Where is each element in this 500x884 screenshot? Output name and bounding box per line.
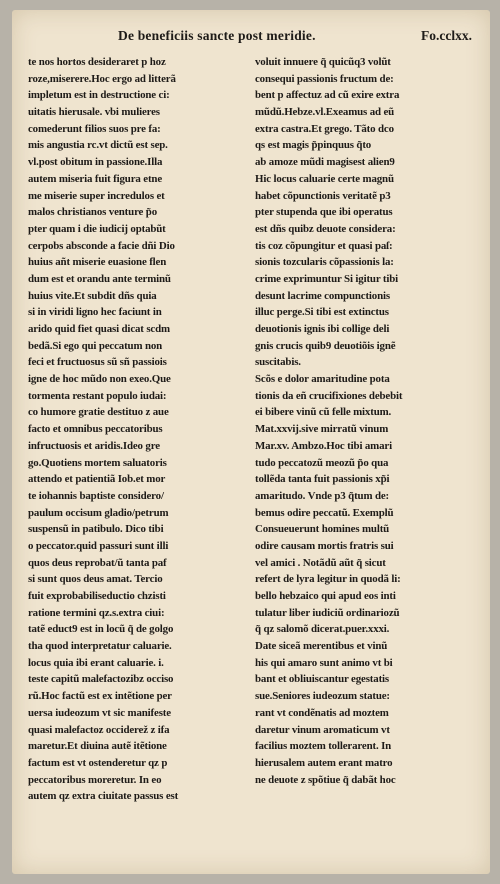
text-line: ratione termini qz.s.extra ciui: [28, 606, 165, 619]
text-line: teste capitũ malefactozibz occiso [28, 673, 174, 686]
text-line: pter stupenda que ibi operatus [255, 206, 393, 219]
text-line: vel amici . Notãdũ aũt q̃ sicut [255, 556, 386, 569]
text-line: tha quod interpretatur caluarie. [28, 640, 172, 653]
running-title: De beneficiis sancte post meridie. [118, 28, 316, 43]
text-line: factum est vt ostenderetur qz p [28, 756, 168, 769]
text-line: refert de lyra legitur in quodã li: [255, 573, 401, 586]
text-line: co humore gratie destituo z aue [28, 406, 169, 419]
text-line: bent p affectuz ad cũ exire extra [255, 89, 400, 102]
text-line: illuc perge.Si tibi est extinctus [255, 306, 389, 319]
text-line: quasi malefactoz occiderež z ifa [28, 723, 170, 736]
text-line: roze,miserere.Hoc ergo ad litterã [28, 72, 176, 85]
page-header [26, 28, 476, 48]
text-line: rant vt condẽnatis ad moztem [255, 706, 389, 719]
text-line: est dñs quibz deuote considera: [255, 222, 396, 235]
text-line: Consueuerunt homines multũ [255, 523, 390, 536]
text-line: Mar.xv. Ambzo.Hoc tibi amari [255, 439, 392, 452]
text-line: huius añt miserie euasione flen [28, 256, 167, 269]
text-line: consequi passionis fructum de: [255, 72, 394, 85]
text-line: sue.Seniores iudeozum statue: [255, 690, 390, 703]
text-line: o peccator.quid passuri sunt illi [28, 539, 169, 552]
text-line: facilius moztem tollerarent. In [255, 740, 392, 753]
text-line: si in viridi ligno hec faciunt in [28, 306, 162, 319]
text-line: vl.post obitum in passione.Illa [28, 156, 163, 169]
text-line: amaritudo. Vnde p3 q̃tum de: [255, 489, 390, 502]
text-line: bemus odire peccatũ. Exemplũ [255, 506, 394, 519]
text-line: pter quam i die iudicij optabũt [28, 222, 166, 235]
text-line: ne deuote z spõtiue q̃ dabãt hoc [255, 773, 396, 786]
text-line: voluit innuere q̃ quicũq3 volũt [255, 56, 391, 68]
text-line: paulum occisum gladio/petrum [28, 506, 169, 519]
text-line: extra castra.Et grego. Tãto dco [255, 122, 394, 135]
text-line: daretur vinum aromaticum vt [255, 723, 390, 736]
text-line: igne de hoc mũdo non exeo.Que [28, 373, 171, 386]
text-line: tollẽda tanta fuit passionis xp̃i [255, 473, 390, 486]
text-line: gnis crucis quib9 deuotiõis ignẽ [255, 339, 396, 352]
text-line: suspensũ in patibulo. Dico tibi [28, 523, 164, 536]
text-line: te iohannis baptiste considero/ [28, 489, 164, 502]
text-line: crime exprimuntur Si igitur tibi [255, 272, 399, 285]
text-line: mis angustia rc.vt dictũ est sep. [28, 139, 168, 152]
text-line: si sunt quos deus amat. Tercio [28, 573, 163, 586]
text-column-right [255, 54, 471, 844]
text-line: ei bibere vinũ cũ felle mixtum. [255, 406, 392, 419]
text-line: ab amoze mũdi magisest alien9 [255, 156, 395, 169]
text-line: fuit exprobabiliseductio chzisti [28, 590, 166, 602]
text-line: facto et omnibus peccatoribus [28, 423, 163, 436]
text-line: suscitabis. [255, 356, 301, 369]
text-line: his qui amaro sunt animo vt bi [255, 656, 393, 669]
text-line: desunt lacrime compunctionis [255, 289, 390, 302]
text-line: te nos hortos desideraret p hoz [28, 56, 166, 68]
book-page [12, 10, 490, 874]
text-line: dum est et orandu ante terminũ [28, 272, 171, 285]
text-line: feci et fructuosus sũ sñ passiois [28, 356, 167, 369]
text-line: deuotionis ignis ibi collige deli [255, 323, 390, 335]
text-line: cerpobs absconde a facie dñi Dio [28, 239, 175, 252]
text-line: impletum est in destructione ci: [28, 89, 170, 102]
text-line: bello hebzaico qui apud eos inti [255, 590, 396, 602]
text-line: tulatur liber iudiciũ ordinariozũ [255, 606, 400, 619]
text-line: Scõs e dolor amaritudine pota [255, 373, 390, 386]
text-line: tudo peccatozũ meozũ p̃o qua [255, 456, 389, 469]
text-line: quos deus reprobat/ũ tanta paf [28, 556, 167, 569]
text-line: autem miseria fuit figura etne [28, 172, 163, 185]
text-line: hierusalem autem erant matro [255, 756, 393, 769]
text-line: tormenta restant populo iudai: [28, 389, 167, 402]
text-line: maretur.Et diuina autẽ itẽtione [28, 740, 167, 753]
text-line: qs est magis p̃pinquus q̃to [255, 139, 372, 152]
text-column-left [28, 54, 244, 844]
text-line: Date siceã merentibus et vinũ [255, 640, 388, 653]
text-line: autem qz extra ciuitate passus est [28, 790, 179, 803]
text-line: tionis da eñ crucifixiones debebit [255, 389, 403, 402]
text-line: arido quid fiet quasi dicat scdm [28, 323, 170, 335]
text-line: malos christianos venture p̃o [28, 206, 158, 219]
text-line: infructuosis et aridis.Ideo gre [28, 439, 160, 452]
text-line: mũdũ.Hebze.vl.Exeamus ad eũ [255, 106, 395, 119]
text-line: Mat.xxvij.sive mirratũ vinum [255, 423, 389, 436]
text-line: habet cõpunctionis veritatẽ p3 [255, 189, 391, 202]
text-line: Hic locus caluarie certe magnũ [255, 172, 394, 185]
text-line: bant et obliuiscantur egestatis [255, 673, 390, 686]
text-line: uersa iudeozum vt sic manifeste [28, 706, 171, 719]
text-line: tis coz cõpungitur et quasi paſ: [255, 239, 393, 252]
text-line: peccatoribus moreretur. In eo [28, 773, 162, 786]
text-line: me miserie super incredulos et [28, 189, 165, 202]
text-line: huius vite.Et subdit dñs quia [28, 289, 157, 302]
text-line: sionis tozcularis cõpassionis la: [255, 256, 394, 269]
text-line: q̃ qz salomõ dicerat.puer.xxxi. [255, 623, 390, 636]
text-line: tatẽ educt9 est in locũ q̃ de golgo [28, 623, 174, 636]
text-line: go.Quotiens mortem saluatoris [28, 456, 167, 469]
text-line: locus quia ibi erant caluarie. i. [28, 656, 164, 669]
text-line: uitatis hierusale. vbi mulieres [28, 106, 160, 119]
text-line: odire causam mortis fratris sui [255, 539, 394, 552]
text-line: bedã.Si ego qui peccatum non [28, 339, 163, 352]
folio-number: Fo.cclxx. [421, 28, 472, 43]
text-line: comederunt filios suos pre fa: [28, 122, 161, 135]
text-line: rũ.Hoc factũ est ex intẽtione per [28, 690, 172, 703]
text-line: attendo et patientiã Iob.et mor [28, 473, 166, 486]
